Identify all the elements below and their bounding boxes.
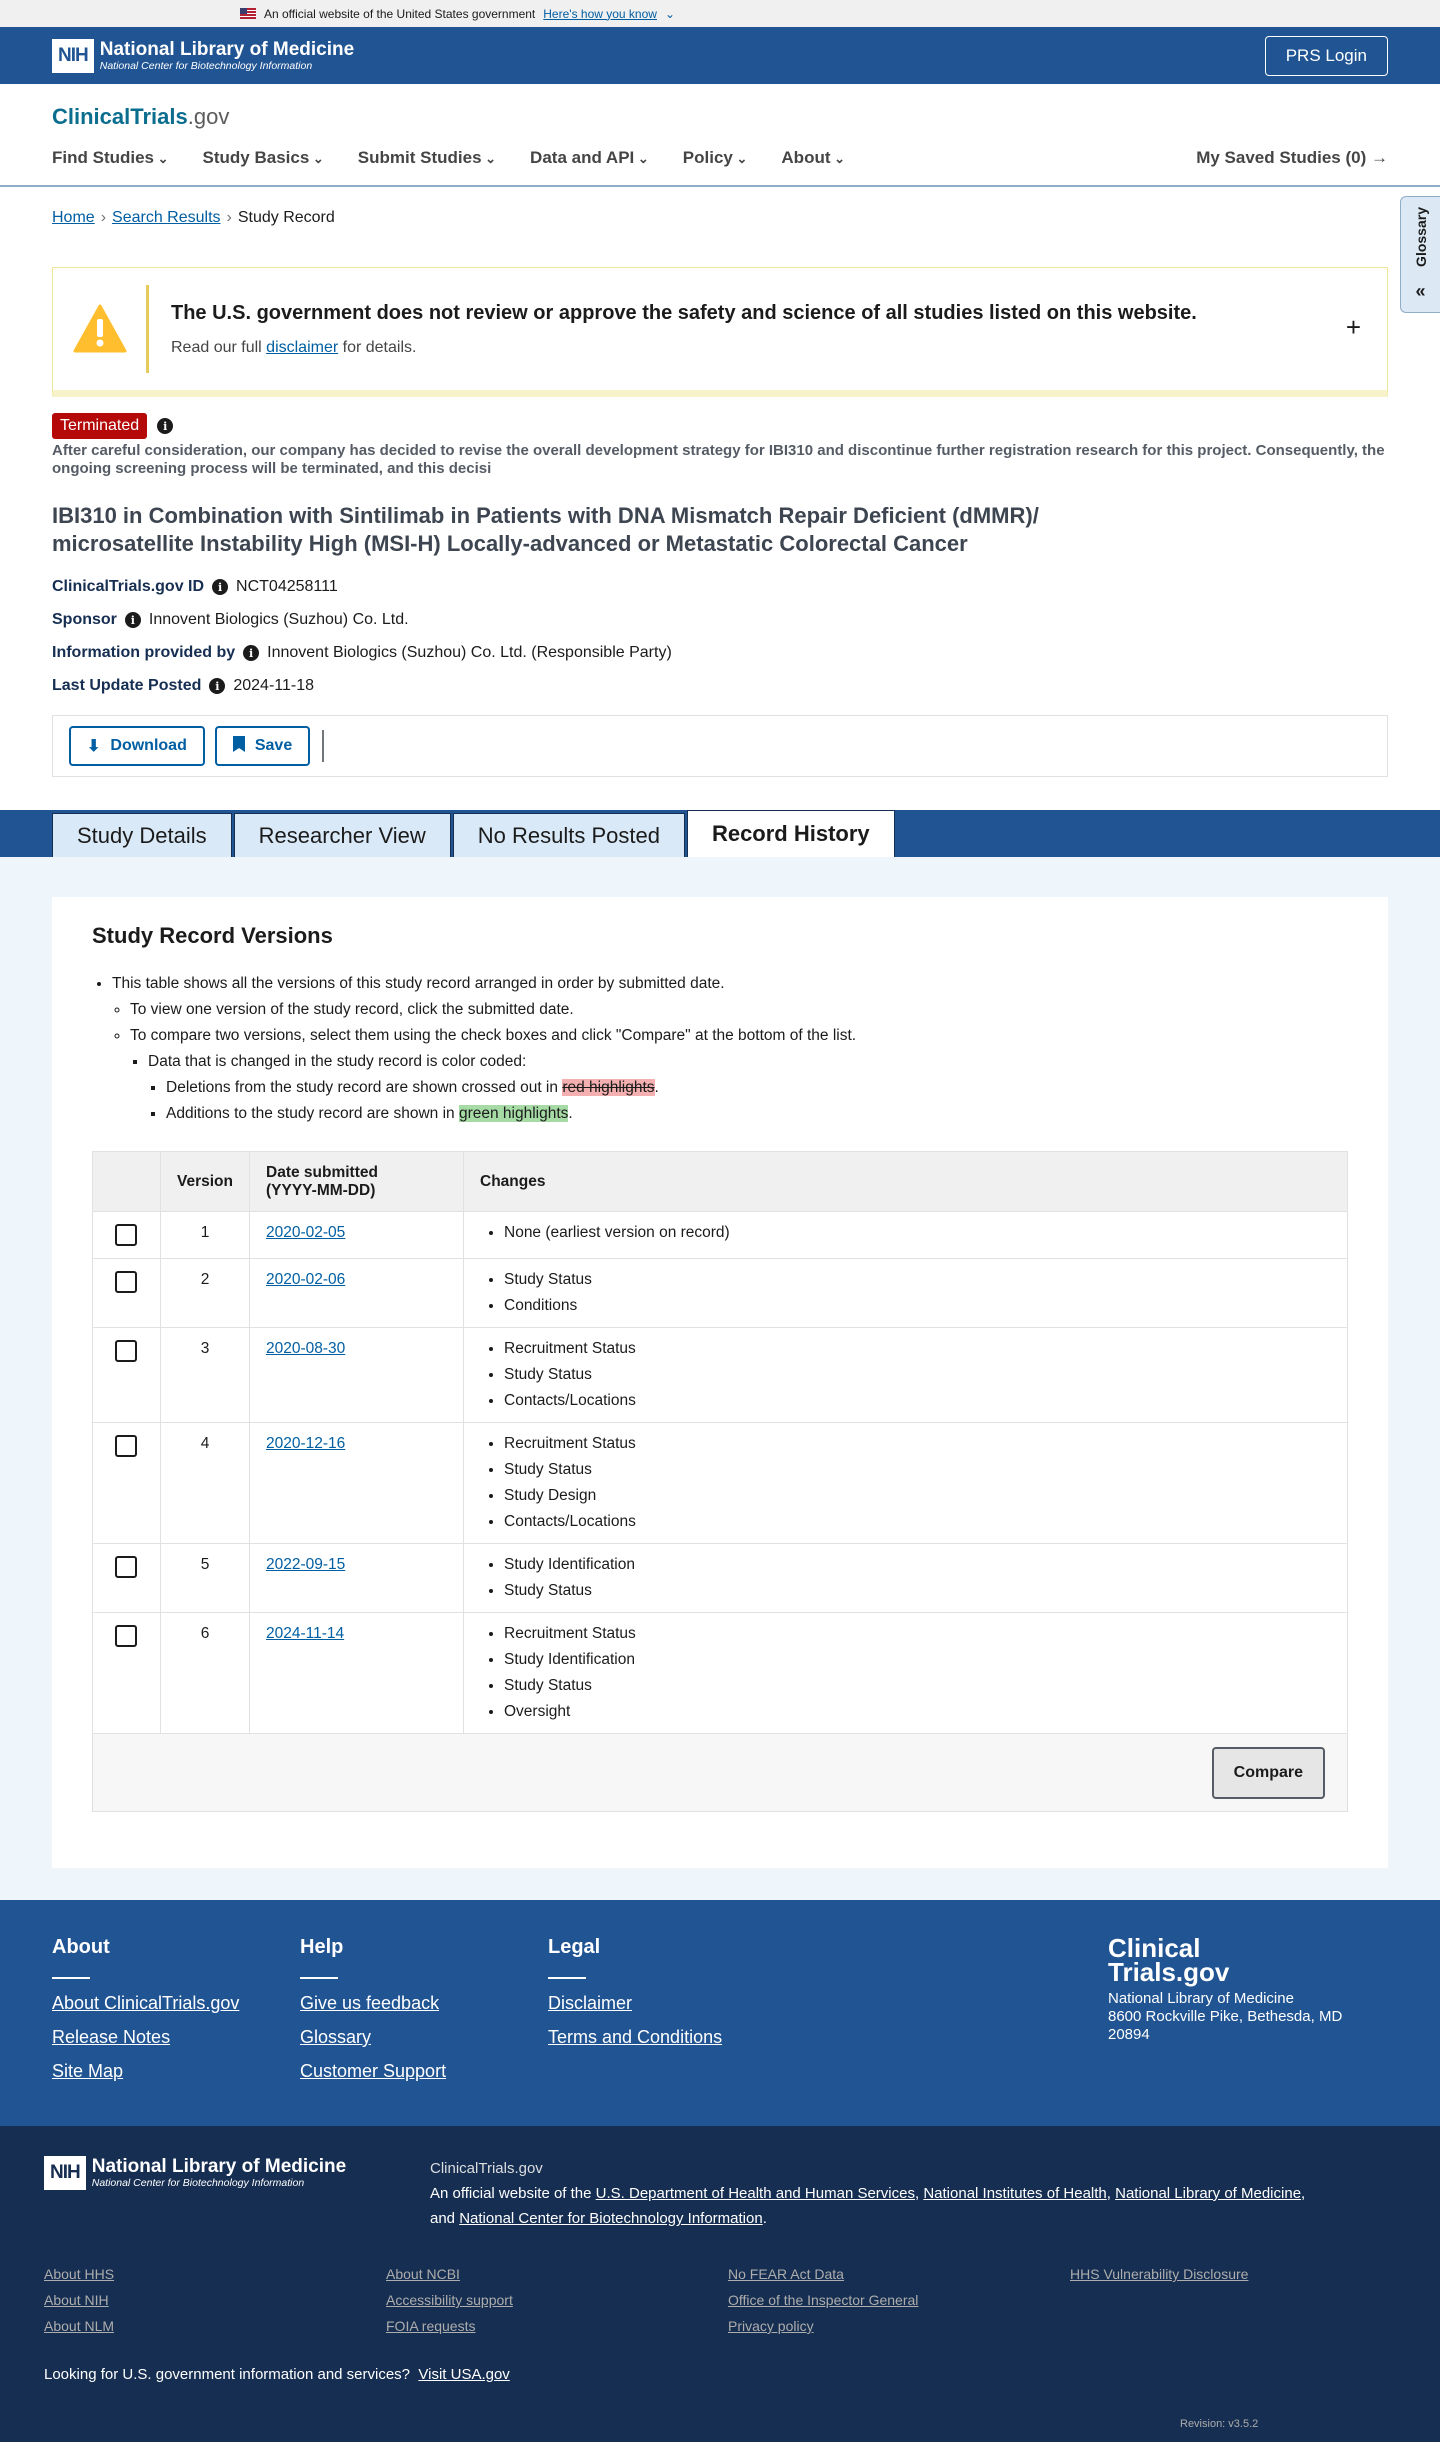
divider [322, 730, 324, 762]
changes-list [504, 1621, 1331, 1725]
header-checkbox [93, 1152, 161, 1212]
version-number: 5 [161, 1544, 250, 1613]
change-item: • Conditions [504, 1293, 1331, 1319]
green-highlight-sample: green highlights [458, 1105, 569, 1122]
version-checkbox[interactable] [115, 1435, 137, 1457]
table-row [93, 1328, 1348, 1423]
nav-study-basics[interactable]: Study Basics ⌄ [203, 148, 324, 168]
version-checkbox[interactable] [115, 1625, 137, 1647]
footer-link[interactable]: FOIA requests [386, 2318, 476, 2334]
footer-legal [548, 1936, 722, 2061]
table-row [93, 1212, 1348, 1259]
change-item: • Study Status [504, 1673, 1331, 1699]
table-row [93, 1423, 1348, 1544]
footer-link[interactable]: Give us feedback [300, 1993, 440, 2013]
versions-table [92, 1151, 1348, 1812]
footer-link[interactable]: About NIH [44, 2292, 109, 2308]
version-date-link[interactable]: 2020-08-30 [266, 1340, 346, 1357]
change-item: • Contacts/Locations [504, 1509, 1331, 1535]
info-icon[interactable]: i [243, 645, 259, 661]
version-date-link[interactable]: 2020-12-16 [266, 1435, 346, 1452]
version-number: 1 [161, 1212, 250, 1259]
bookmark-icon [233, 736, 245, 757]
glossary-tab[interactable] [1400, 196, 1440, 313]
change-item: • Recruitment Status [504, 1621, 1331, 1647]
list-item: ◦ To view one version of the study record, click the submitted date. [130, 997, 1348, 1023]
meta-label: Information provided by [52, 644, 236, 661]
alert-heading: The U.S. government does not review or approve the safety and science of all studies listed on this website. [171, 301, 1197, 324]
chevron-right-icon: › [226, 209, 232, 226]
version-date-link[interactable]: 2020-02-05 [266, 1224, 346, 1241]
red-highlight-sample: red highlights [562, 1079, 655, 1096]
version-date-link[interactable]: 2020-02-06 [266, 1271, 346, 1288]
disclaimer-link[interactable]: disclaimer [266, 338, 339, 356]
header-version: Version [161, 1152, 250, 1212]
download-icon: ⬇ [87, 738, 101, 755]
instructions-list [92, 971, 1348, 1127]
footer-about [52, 1936, 239, 2095]
usa-gov-line: Looking for U.S. government information and services? Visit USA.gov [44, 2366, 510, 2383]
revision-text: Revision: v3.5.2 [1180, 2418, 1259, 2430]
meta-label: ClinicalTrials.gov ID [52, 578, 205, 595]
status-badge: Terminated [52, 413, 147, 439]
change-item: • Study Identification [504, 1647, 1331, 1673]
nav-policy[interactable]: Policy ⌄ [683, 148, 748, 168]
version-checkbox[interactable] [115, 1224, 137, 1246]
why-stopped-text: After careful consideration, our company has decided to revise the overall development strategy for IBI310 and discontinue further registration research for this project. Consequently, the ongoing screening process will be terminated, and this decisi [52, 442, 1385, 477]
change-item: • Oversight [504, 1699, 1331, 1725]
footer-link[interactable]: Site Map [52, 2061, 124, 2081]
clinicaltrials-logo[interactable]: ClinicalTrials.gov [52, 104, 230, 129]
changes-list [504, 1220, 1331, 1246]
main-nav [52, 148, 1388, 168]
saved-studies-link[interactable]: My Saved Studies (0) → [1196, 148, 1388, 167]
version-number: 3 [161, 1328, 250, 1423]
changes-list [504, 1267, 1331, 1319]
version-number: 6 [161, 1613, 250, 1734]
list-item: ▪ Additions to the study record are shown in green highlights. [166, 1101, 1348, 1127]
study-tabs [0, 810, 1440, 857]
change-item: • Study Status [504, 1362, 1331, 1388]
footer-link[interactable]: Glossary [300, 2027, 372, 2047]
breadcrumb-current: Study Record [237, 209, 335, 226]
footer-link[interactable]: About NLM [44, 2318, 115, 2334]
tab-no-results-posted[interactable]: No Results Posted [453, 813, 685, 857]
changes-list [504, 1336, 1331, 1414]
nih-logo[interactable] [52, 39, 354, 73]
chevron-right-icon: › [100, 209, 107, 226]
change-item: • Study Status [504, 1457, 1331, 1483]
nlm-link[interactable]: National Library of Medicine [1115, 2185, 1302, 2202]
status-row [52, 413, 1388, 439]
info-icon[interactable]: i [212, 579, 228, 595]
info-icon[interactable]: i [125, 612, 141, 628]
breadcrumb-search-results[interactable]: Search Results [112, 209, 221, 226]
nih-logo-box: NIH [44, 2156, 86, 2190]
ncbi-link[interactable]: National Center for Biotechnology Information [459, 2210, 763, 2227]
us-flag-icon [240, 8, 256, 19]
download-button[interactable]: ⬇ Download [69, 726, 205, 766]
change-item: • Contacts/Locations [504, 1388, 1331, 1414]
breadcrumb [0, 209, 1440, 227]
table-row [93, 1259, 1348, 1328]
list-item: ◦ To compare two versions, select them using the check boxes and click "Compare" at the bottom of the list. [130, 1023, 1348, 1049]
study-meta [52, 578, 1388, 695]
footer-heading: Legal [548, 1936, 601, 1958]
footer-link[interactable]: Accessibility support [386, 2292, 513, 2308]
change-item: • None (earliest version on record) [504, 1220, 1331, 1246]
tab-study-details[interactable]: Study Details [52, 813, 232, 857]
version-date-link[interactable]: 2024-11-14 [266, 1625, 345, 1642]
versions-card [52, 897, 1388, 1868]
footer-nih-logo[interactable]: NIH National Library of Medicine National Center for Biotechnology Information [44, 2156, 1396, 2190]
footer-link[interactable]: HHS Vulnerability Disclosure [1070, 2266, 1249, 2282]
changes-list [504, 1552, 1331, 1604]
save-button[interactable]: Save [215, 726, 310, 766]
footer-link[interactable]: Terms and Conditions [548, 2027, 723, 2047]
table-row [93, 1613, 1348, 1734]
footer-link[interactable]: Office of the Inspector General [728, 2292, 919, 2308]
gov-banner-text: An official website of the United States government [264, 6, 536, 21]
gov-banner [0, 0, 1440, 27]
change-item: • Study Design [504, 1483, 1331, 1509]
nav-about[interactable]: About ⌄ [781, 148, 845, 168]
list-item: ▪ Deletions from the study record are shown crossed out in red highlights. [166, 1075, 1348, 1101]
info-icon[interactable]: i [157, 418, 173, 434]
footer-gov [0, 2126, 1440, 2442]
alert-body: Read our full disclaimer for details. [171, 338, 417, 356]
footer-heading: Help [300, 1936, 344, 1958]
list-item: ▪ Data that is changed in the study record is color coded: [148, 1049, 1348, 1075]
expand-plus-icon[interactable]: + [1345, 312, 1361, 342]
record-history-section [0, 857, 1440, 1900]
footer-link[interactable]: About ClinicalTrials.gov [52, 1993, 240, 2013]
prs-login-button[interactable]: PRS Login [1265, 36, 1388, 76]
nav-find-studies[interactable]: Find Studies ⌄ [52, 148, 169, 168]
meta-label: Last Update Posted [52, 677, 202, 694]
version-number: 4 [161, 1423, 250, 1544]
tab-record-history[interactable]: Record History [687, 810, 895, 857]
footer-link[interactable]: Disclaimer [548, 1993, 633, 2013]
disclaimer-alert [52, 267, 1388, 397]
hhs-link[interactable]: U.S. Department of Health and Human Services [595, 2185, 915, 2202]
footer-main [0, 1900, 1440, 2126]
meta-value: NCT04258111 [236, 578, 338, 595]
footer-link[interactable]: About NCBI [386, 2266, 460, 2282]
tab-researcher-view[interactable]: Researcher View [234, 813, 451, 857]
arrow-right-icon: → [1371, 148, 1388, 167]
nlm-name: National Library of Medicine [99, 38, 355, 60]
double-chevron-left-icon: « [1415, 280, 1426, 301]
meta-label: Sponsor [52, 611, 117, 628]
footer-help [300, 1936, 446, 2095]
action-bar [52, 715, 1388, 777]
meta-value: 2024-11-18 [233, 677, 315, 694]
version-checkbox[interactable] [115, 1340, 137, 1362]
footer-heading: About [52, 1936, 110, 1958]
version-number: 2 [161, 1259, 250, 1328]
version-checkbox[interactable] [115, 1271, 137, 1293]
usa-gov-link[interactable]: Visit USA.gov [418, 2366, 510, 2383]
info-icon[interactable]: i [209, 678, 225, 694]
nav-data-and-api[interactable]: Data and API ⌄ [530, 148, 649, 168]
meta-value: Innovent Biologics (Suzhou) Co. Ltd. (Responsible Party) [267, 644, 672, 661]
site-header [0, 84, 1440, 187]
footer-link[interactable]: Release Notes [52, 2027, 171, 2047]
breadcrumb-home[interactable]: Home [52, 209, 95, 226]
version-checkbox[interactable] [115, 1556, 137, 1578]
table-row [93, 1544, 1348, 1613]
meta-value: Innovent Biologics (Suzhou) Co. Ltd. [148, 611, 409, 628]
how-you-know-link[interactable]: Here's how you know [543, 6, 657, 21]
nav-submit-studies[interactable]: Submit Studies ⌄ [358, 148, 496, 168]
list-item: • This table shows all the versions of this study record arranged in order by submitted date. [112, 971, 1348, 997]
versions-heading: Study Record Versions [92, 923, 333, 948]
header-changes: Changes [464, 1152, 1348, 1212]
footer-link[interactable]: About HHS [44, 2266, 115, 2282]
footer-gov-links [44, 2266, 1412, 2334]
ncbi-name: National Center for Biotechnology Information [99, 59, 313, 72]
nih-header [0, 27, 1440, 84]
nih-link[interactable]: National Institutes of Health [923, 2185, 1107, 2202]
header-date: Date submitted (YYYY-MM-DD) [250, 1152, 464, 1212]
warning-icon [53, 285, 149, 373]
nih-logo-box: NIH [52, 39, 94, 73]
change-item: • Study Status [504, 1267, 1331, 1293]
footer-link[interactable]: No FEAR Act Data [728, 2266, 844, 2282]
version-date-link[interactable]: 2022-09-15 [266, 1556, 346, 1573]
change-item: • Study Status [504, 1578, 1331, 1604]
footer-gov-text: ClinicalTrials.gov An official website of the U.S. Department of Health and Human Services, National Institutes of Health, National Library of Medicine, and National Center for Biotechnology Information. [430, 2160, 1306, 2227]
footer-link[interactable]: Privacy policy [728, 2318, 814, 2334]
glossary-label: Glossary [1412, 207, 1429, 267]
changes-list [504, 1431, 1331, 1535]
change-item: • Study Identification [504, 1552, 1331, 1578]
study-title: IBI310 in Combination with Sintilimab in Patients with DNA Mismatch Repair Deficient (dMMR)/ microsatellite Instability High (MSI-H) Locally-advanced or Metastatic Colorectal Cancer [52, 503, 1039, 556]
change-item: • Recruitment Status [504, 1336, 1331, 1362]
compare-button[interactable]: Compare [1212, 1747, 1325, 1799]
footer-ct-logo: Clinical Trials.gov National Library of Medicine 8600 Rockville Pike, Bethesda, MD 20894 [1108, 1933, 1343, 2043]
change-item: • Recruitment Status [504, 1431, 1331, 1457]
chevron-down-icon: ⌄ [664, 6, 676, 21]
footer-link[interactable]: Customer Support [300, 2061, 447, 2081]
